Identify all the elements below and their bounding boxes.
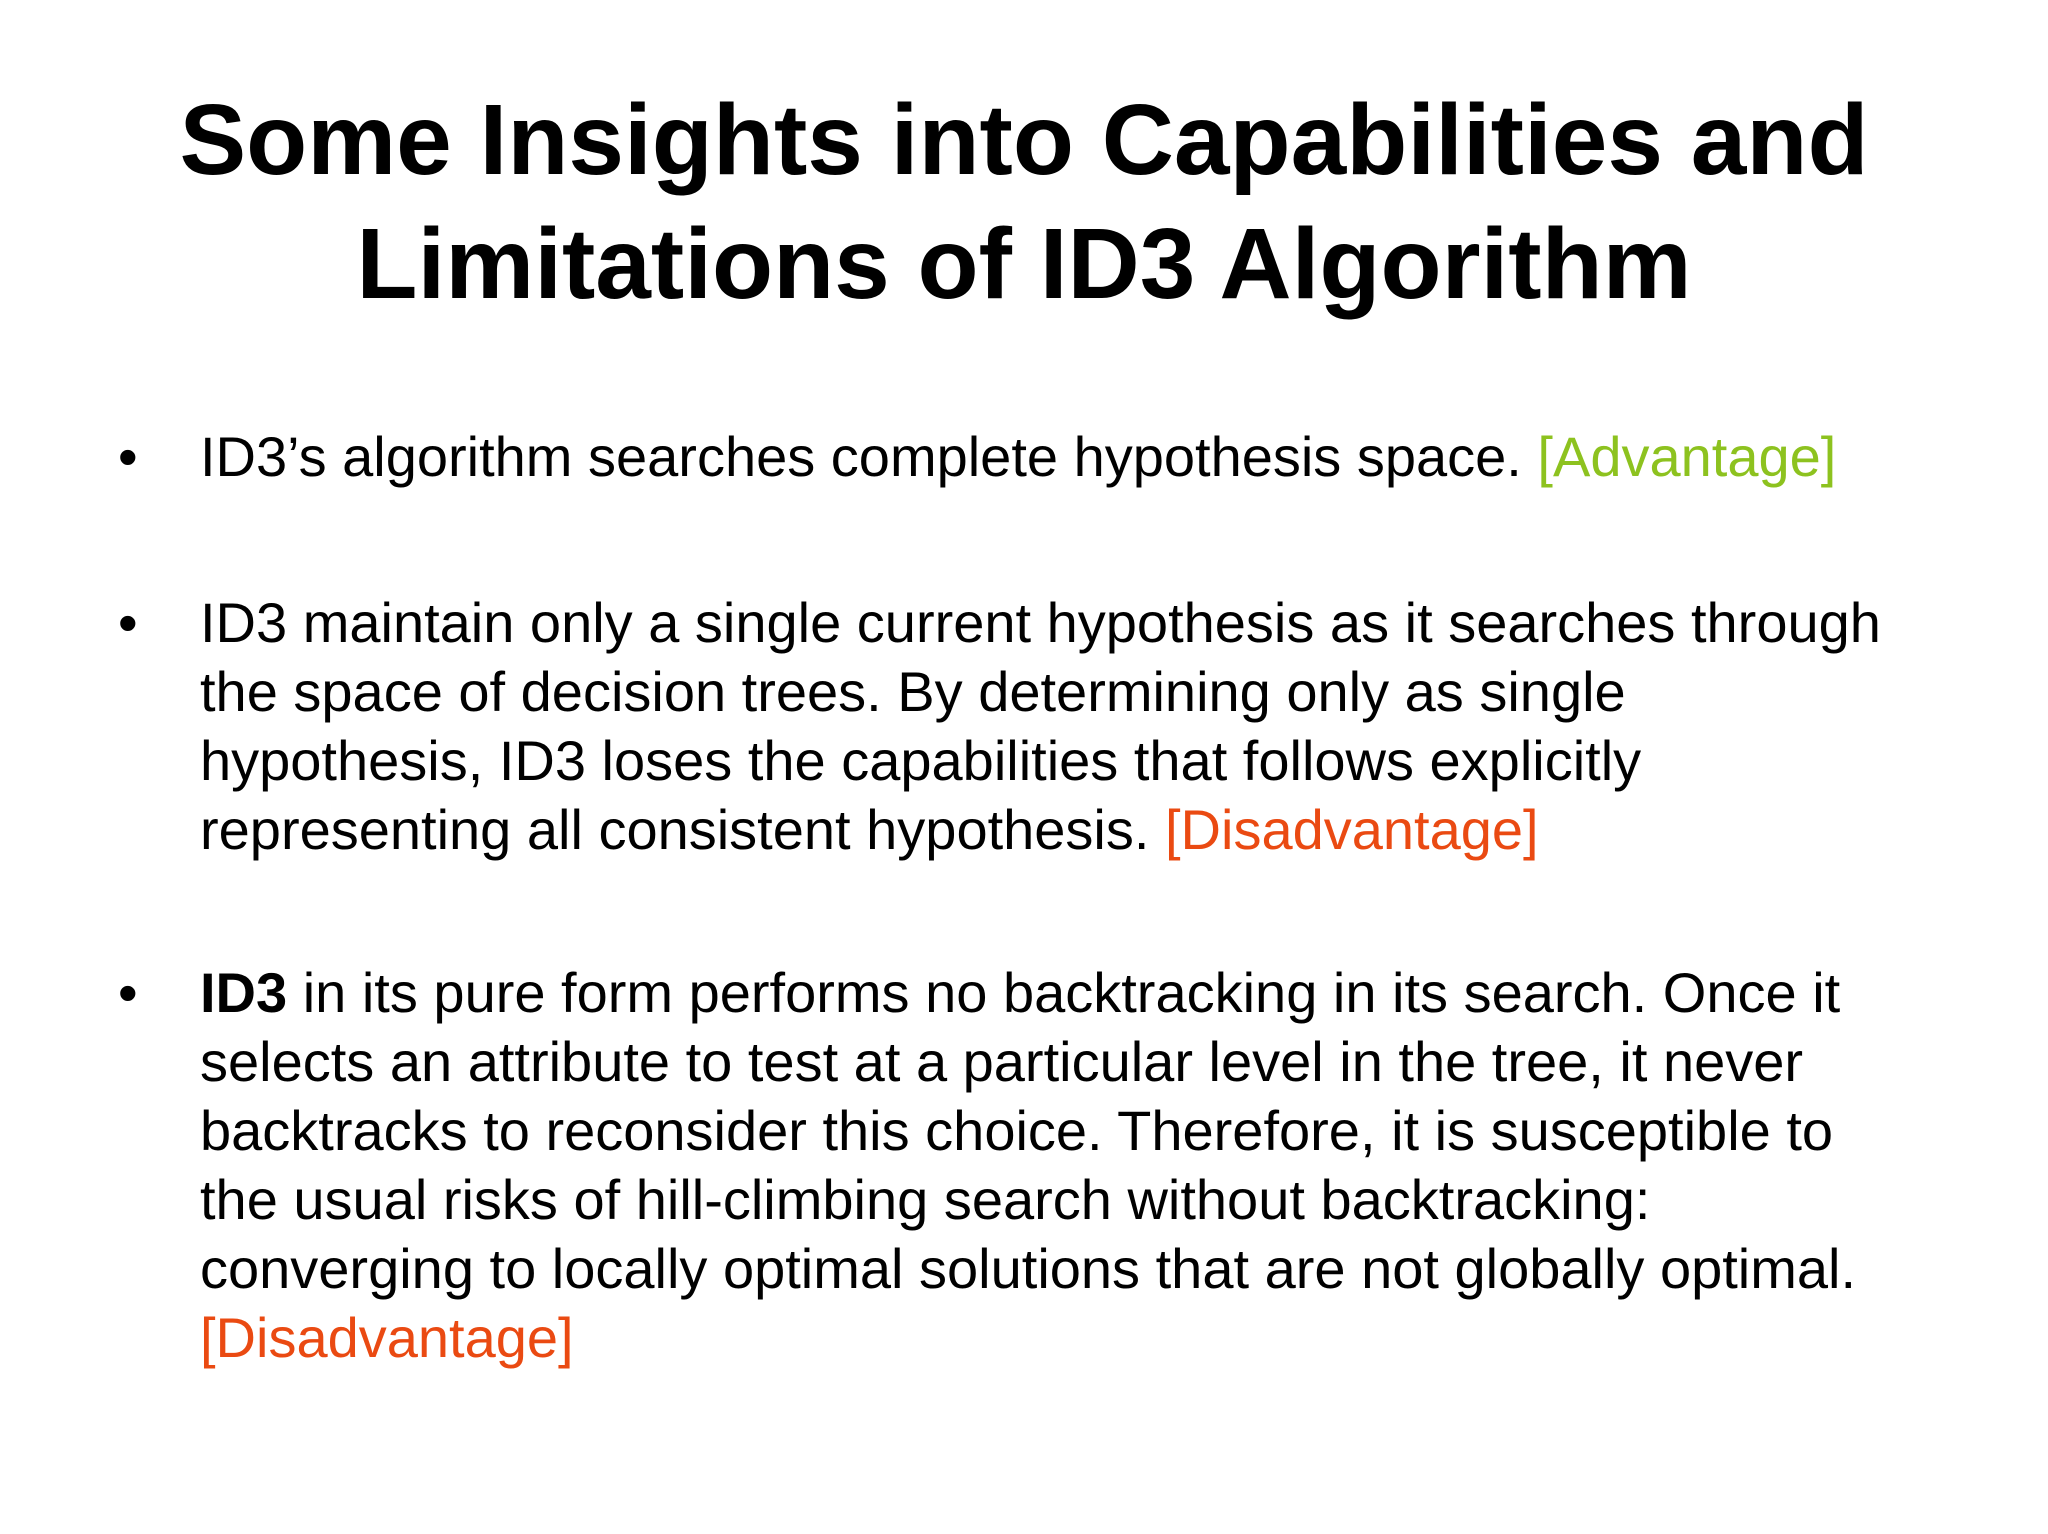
bullet-3-line-1: in its pure form performs no backtracking in its search. Once it — [287, 961, 1841, 1024]
bullet-3-lead-bold: ID3 — [200, 961, 288, 1024]
bullet-dot: • — [118, 961, 138, 1024]
slide-title — [100, 78, 1948, 326]
bullet-3-line-2: selects an attribute to test at a particular level in the tree, it never — [200, 1030, 1804, 1093]
disadvantage-tag: [Disadvantage] — [1165, 798, 1539, 861]
bullet-text-3 — [200, 958, 1960, 1372]
disadvantage-tag: [Disadvantage] — [200, 1306, 574, 1369]
bullet-2-line-2: the space of decision trees. By determining only as single — [200, 660, 1626, 723]
bullet-2-line-1: ID3 maintain only a single current hypothesis as it searches through — [200, 591, 1881, 654]
bullet-2-line-4: representing all consistent hypothesis. — [200, 798, 1165, 861]
bullet-3-line-4: the usual risks of hill-climbing search without backtracking: — [200, 1168, 1651, 1231]
bullet-1-line-1: ID3’s algorithm searches complete hypothesis space. — [200, 425, 1538, 488]
bullet-dot: • — [118, 591, 138, 654]
advantage-tag: [Advantage] — [1537, 425, 1837, 488]
bullet-text-2 — [200, 588, 1960, 864]
bullet-text-1 — [200, 422, 1960, 491]
title-line-1: Some Insights into Capabilities and — [179, 84, 1869, 196]
bullet-2-line-3: hypothesis, ID3 loses the capabilities that follows explicitly — [200, 729, 1642, 792]
title-line-2: Limitations of ID3 Algorithm — [356, 208, 1692, 320]
bullet-3-line-5: converging to locally optimal solutions that are not globally optimal. — [200, 1237, 1857, 1300]
bullet-dot: • — [118, 425, 138, 488]
bullet-3-line-3: backtracks to reconsider this choice. Therefore, it is susceptible to — [200, 1099, 1834, 1162]
